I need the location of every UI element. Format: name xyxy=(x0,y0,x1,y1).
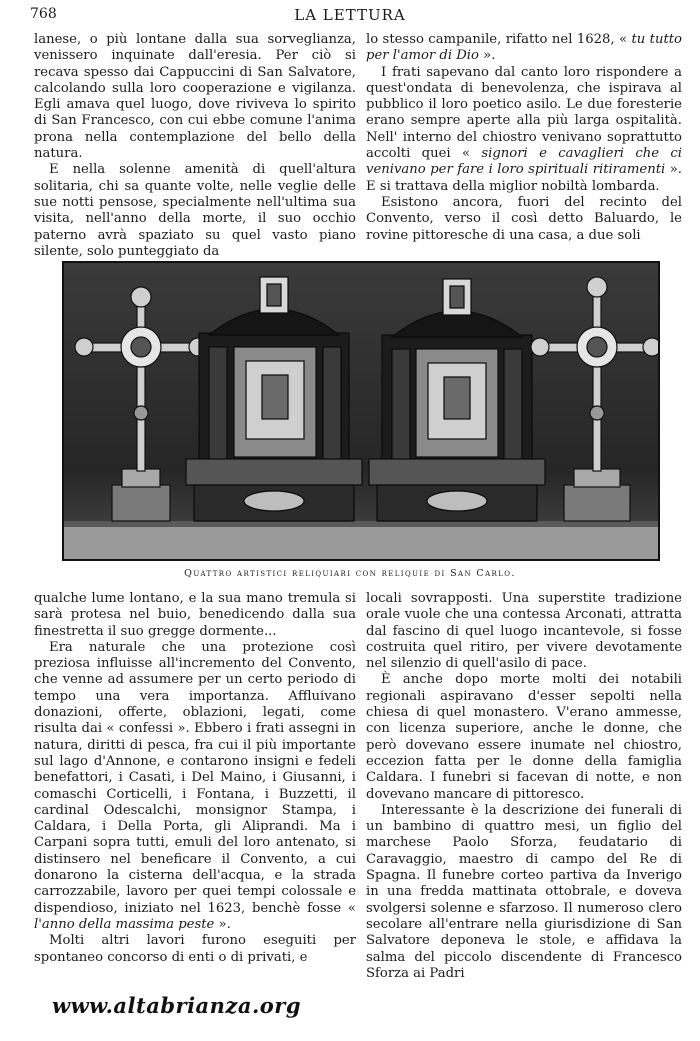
paragraph: È anche dopo morte molti dei notabili regionali aspiravano d'esser sepolti nella chiesa di quel monastero. V'erano ammesse, con licenza superiore, anche le donne, che però dovevano essere inumate nel chiostro, eccezion fatta per le donne della famiglia Caldara. I funebri si facevan di notte, e non dovevano mancare di pittoresco. xyxy=(366,672,682,802)
paragraph: Interessante è la descrizione dei funerali di un bambino di quattro mesi, un figlio del marchese Paolo Sforza, feudatario di Caravaggio, maestro di campo del Re di Spagna. Il funebre corteo partiva da Inverigo in una fredda mattinata ottobrale, e doveva svolgersi solenne e sfarzoso. Il numeroso clero secolare all'entrare nella giurisdizione di San Salvatore deponeva le stole, e affidava la salma del piccolo discendente di Francesco Sforza ai Padri xyxy=(366,802,682,981)
paragraph: E nella solenne amenità di quell'altura solitaria, chi sa quante volte, nelle veglie delle sue notti pensose, specialmente nell'ultima sua visita, nell'anno della morte, il suo occhio paterno avrà spaziato su quel vasto piano silente, solo punteggiato da xyxy=(34,162,356,259)
column-bottom-right xyxy=(366,591,682,982)
reliquaries-photo xyxy=(62,261,660,561)
paragraph: Era naturale che una protezione così preziosa influisse all'incremento del Convento, che venne ad assumere per un certo periodo di tempo una vera importanza. Affluivano donazioni, offerte, oblazioni, legati, come risulta dai « confessi ». Ebbero i frati assegni in natura, diritti di pesca, fra cui il più importante sul lago d'Annone, e contarono insigni e fedeli benefattori, i Casati, i Del Maino, i Giusanni, i comaschi Corticelli, i Fontana, i Buzzetti, il cardinal Odescalchi, monsignor Stampa, i Caldara, i Della Porta, gli Aliprandi. Ma i Carpani sopra tutti, emuli del loro antenato, si distinsero nel beneficare il Convento, a cui donarono la cisterna dell'acqua, e la strada carrozzabile, lavoro per quei tempi colossale e dispendioso, iniziato nel 1623, benchè fosse « l'anno della massima peste ». xyxy=(34,639,356,932)
photo-caption: Quattro artistici reliquiari con reliquie di San Carlo. xyxy=(184,568,516,579)
paragraph: Esistono ancora, fuori del recinto del Convento, verso il così detto Baluardo, le rovine pittoresche di una casa, a due soli xyxy=(366,194,682,243)
paragraph: lanese, o più lontane dalla sua sorveglianza, venissero inquinate dall'eresia. Per ciò si recava spesso dai Cappuccini di San Salvatore, calcolando sulla loro cooperazione e vigilanza. Egli amava quel luogo, dove riviveva lo spirito di San Francesco, con cui ebbe comune l'anima prona nella contemplazione del bello della natura. xyxy=(34,32,356,162)
website-watermark: www.altabrianza.org xyxy=(52,993,302,1018)
paragraph: locali sovrapposti. Una superstite tradizione orale vuole che una contessa Arconati, attratta dal fascino di quel luogo incantevole, si fosse costruita quel ritiro, per vivere devotamente nel silenzio di quell'asilo di pace. xyxy=(366,591,682,672)
paragraph: I frati sapevano dal canto loro rispondere a quest'ondata di benevolenza, che ispirava al pubblico il loro poetico asilo. Le due foresterie erano sempre aperte alla più larga ospitalità. Nell' interno del chiostro venivano soprattutto accolti quei « signori e cavaglieri che ci venivano per fare i loro spirituali ritiramenti ». E si trattava della miglior nobiltà lombarda. xyxy=(366,64,683,194)
running-title: LA LETTURA xyxy=(294,6,406,24)
page-number: 768 xyxy=(30,6,57,22)
column-bottom-left xyxy=(34,591,356,966)
paragraph: qualche lume lontano, e la sua mano tremula si sarà protesa nel buio, benedicendo dalla sua finestretta il suo gregge dormente... xyxy=(34,591,356,639)
page-header xyxy=(0,4,700,26)
column-top-right xyxy=(366,32,682,244)
column-top-left xyxy=(34,32,356,260)
paragraph: Molti altri lavori furono eseguiti per spontaneo concorso di enti o di privati, e xyxy=(34,933,356,965)
paragraph: lo stesso campanile, rifatto nel 1628, « tu tutto per l'amor di Dio ». xyxy=(366,32,682,64)
